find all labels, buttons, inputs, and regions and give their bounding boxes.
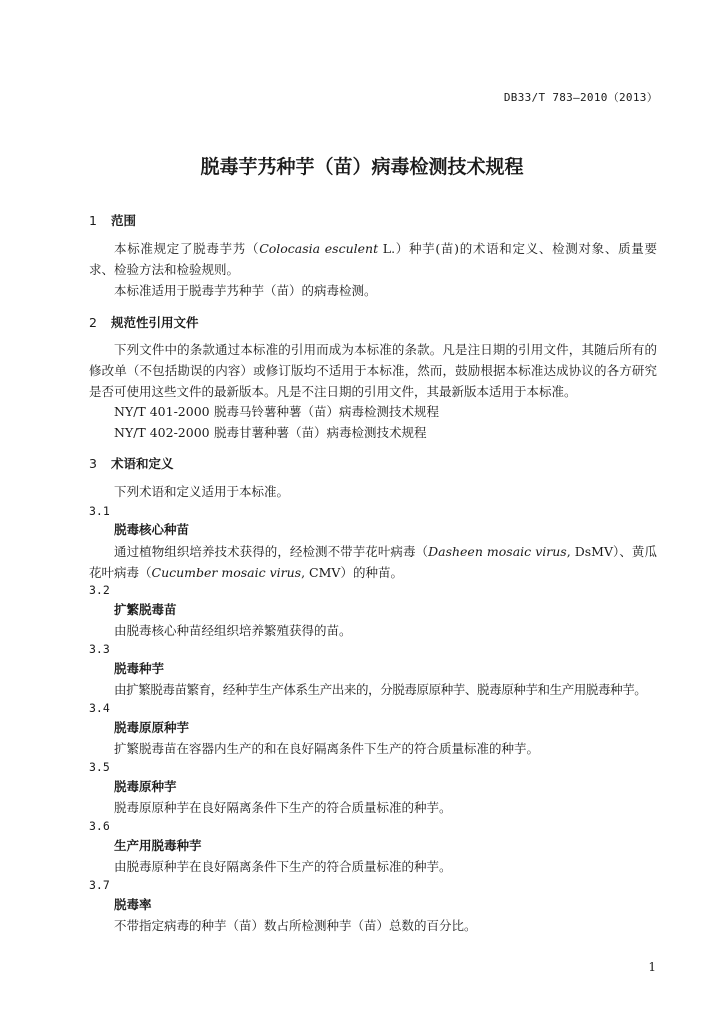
species-name: Colocasia esculent [259, 241, 379, 256]
reference-title: 脱毒马铃薯种薯（苗）病毒检测技术规程 [214, 404, 440, 419]
term-definition: 扩繁脱毒苗在容器内生产的和在良好隔离条件下生产的符合质量标准的种芋。 [114, 741, 540, 756]
section-3-heading [89, 454, 173, 472]
term-number: 3.7 [89, 878, 110, 892]
term-number: 3.2 [89, 583, 110, 597]
term-name: 脱毒核心种苗 [114, 522, 190, 537]
term-number: 3.5 [89, 760, 110, 774]
virus-name: Cucumber mosaic virus [151, 565, 302, 580]
section-1-paragraph-2: 本标准适用于脱毒芋艿种芋（苗）的病毒检测。 [114, 283, 377, 298]
term-definition: 由扩繁脱毒苗繁育，经种芋生产体系生产出来的，分脱毒原原种芋、脱毒原种芋和生产用脱毒种芋。 [114, 682, 647, 697]
virus-name: Dasheen mosaic virus [428, 544, 567, 559]
reference-title: 脱毒甘薯种薯（苗）病毒检测技术规程 [214, 425, 427, 440]
term-definition: 由脱毒原种芋在良好隔离条件下生产的符合质量标准的种芋。 [114, 859, 452, 874]
section-number: 1 [89, 213, 97, 228]
text-run: 本标准规定了脱毒芋艿（ [114, 241, 260, 256]
term-number: 3.1 [89, 504, 110, 518]
section-title: 范围 [110, 213, 136, 228]
text-run: , DsMV）、黄瓜花叶病毒（ [89, 544, 657, 580]
text-run: , CMV）的种苗。 [301, 565, 403, 580]
reference-code: NY/T 401-2000 [114, 404, 210, 419]
term-name: 脱毒原原种芋 [114, 720, 190, 735]
term-definition: 不带指定病毒的种芋（苗）数占所检测种芋（苗）总数的百分比。 [114, 918, 477, 933]
term-name: 脱毒种芋 [114, 661, 165, 676]
term-number: 3.6 [89, 819, 110, 833]
section-1-paragraph-1 [89, 238, 657, 280]
section-2-paragraph-1: 下列文件中的条款通过本标准的引用而成为本标准的条款。凡是注日期的引用文件，其随后所有的修改单（不包括勘误的内容）或修订版均不适用于本标准，然而，鼓励根据本标准达成协议的各方研究是否可使用这些文件的最新版本。凡是不注日期的引用文件，其最新版本适用于本标准。 [89, 342, 657, 399]
term-name: 生产用脱毒种芋 [114, 838, 202, 853]
text-run: 通过植物组织培养技术获得的，经检测不带芋花叶病毒（ [114, 544, 429, 559]
term-definition: 由脱毒核心种苗经组织培养繁殖获得的苗。 [114, 623, 352, 638]
section-number: 3 [89, 456, 97, 471]
reference-item [114, 402, 439, 420]
term-name: 脱毒原种芋 [114, 779, 177, 794]
term-name: 脱毒率 [114, 897, 152, 912]
term-name: 扩繁脱毒苗 [114, 602, 177, 617]
term-definition: 脱毒原原种芋在良好隔离条件下生产的符合质量标准的种芋。 [114, 800, 452, 815]
section-1-heading [89, 211, 136, 229]
section-2-heading [89, 313, 198, 331]
term-definition [89, 541, 657, 583]
document-code: DB33/T 783—2010（2013） [503, 91, 658, 104]
reference-code: NY/T 402-2000 [114, 425, 210, 440]
reference-item [114, 423, 427, 441]
section-title: 规范性引用文件 [110, 315, 199, 330]
term-number: 3.4 [89, 701, 110, 715]
term-number: 3.3 [89, 642, 110, 656]
document-title: 脱毒芋艿种芋（苗）病毒检测技术规程 [200, 156, 524, 178]
section-title: 术语和定义 [110, 456, 174, 471]
section-3-intro: 下列术语和定义适用于本标准。 [114, 484, 290, 499]
page-number: 1 [648, 960, 656, 974]
text-run: L.）种芋(苗)的术语和定义、检测对象、质量要求、检验方法和检验规则。 [89, 241, 657, 277]
section-number: 2 [89, 315, 97, 330]
